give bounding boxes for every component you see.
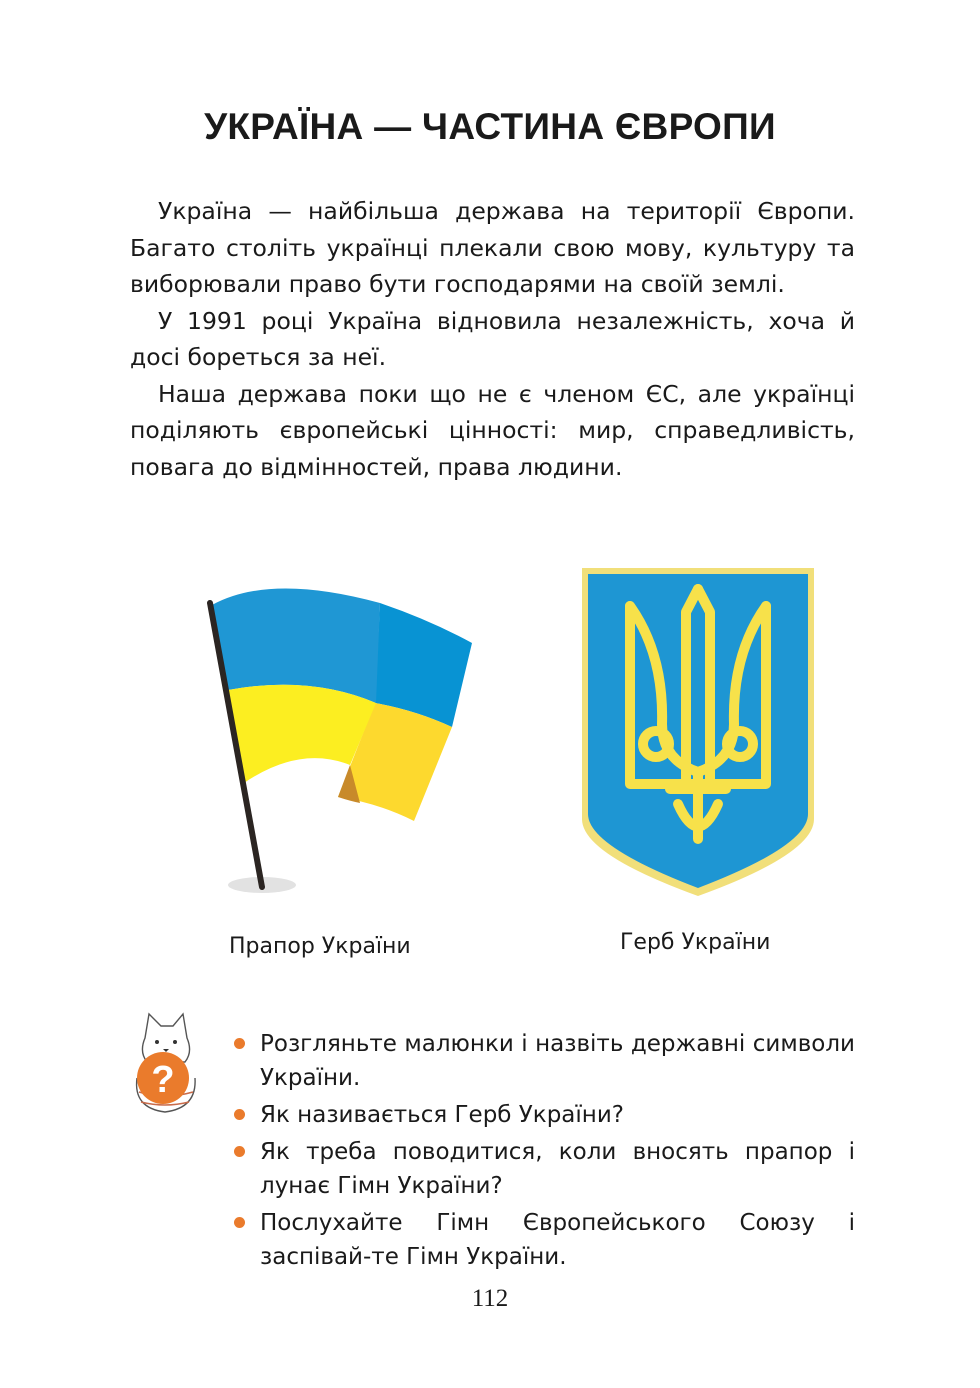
page-title: УКРАЇНА — ЧАСТИНА ЄВРОПИ	[204, 106, 776, 147]
question-item-3: Як треба поводитися, коли вносять прапор і лунає Гімн України?	[232, 1135, 855, 1203]
question-mark: ?	[151, 1059, 175, 1101]
body-text	[130, 193, 855, 485]
question-item-4: Послухайте Гімн Європейського Союзу і заспівай-те Гімн України.	[232, 1206, 855, 1274]
question-item-2: Як називається Герб України?	[232, 1098, 855, 1132]
cat-question-icon	[125, 1008, 205, 1116]
paragraph-1: Україна — найбільша держава на території Європи. Багато століть українці плекали свою мову, культуру та виборювали право бути господарями на своїй землі.	[130, 197, 855, 298]
coat-caption: Герб України	[620, 930, 771, 955]
page-number: 112	[471, 1285, 509, 1312]
ukraine-flag-illustration	[200, 565, 490, 900]
question-item-1: Розгляньте малюнки і назвіть державні символи України.	[232, 1027, 855, 1095]
paragraph-3: Наша держава поки що не є членом ЄС, але українці поділяють європейські цінності: мир, справедливість, повага до відмінностей, права людини.	[130, 379, 855, 481]
question-list	[232, 1027, 855, 1277]
ukraine-coat-of-arms-illustration	[578, 564, 818, 899]
paragraph-2: У 1991 році Україна відновила незалежність, хоча й досі бореться за неї.	[130, 306, 855, 371]
flag-caption: Прапор України	[229, 934, 411, 959]
